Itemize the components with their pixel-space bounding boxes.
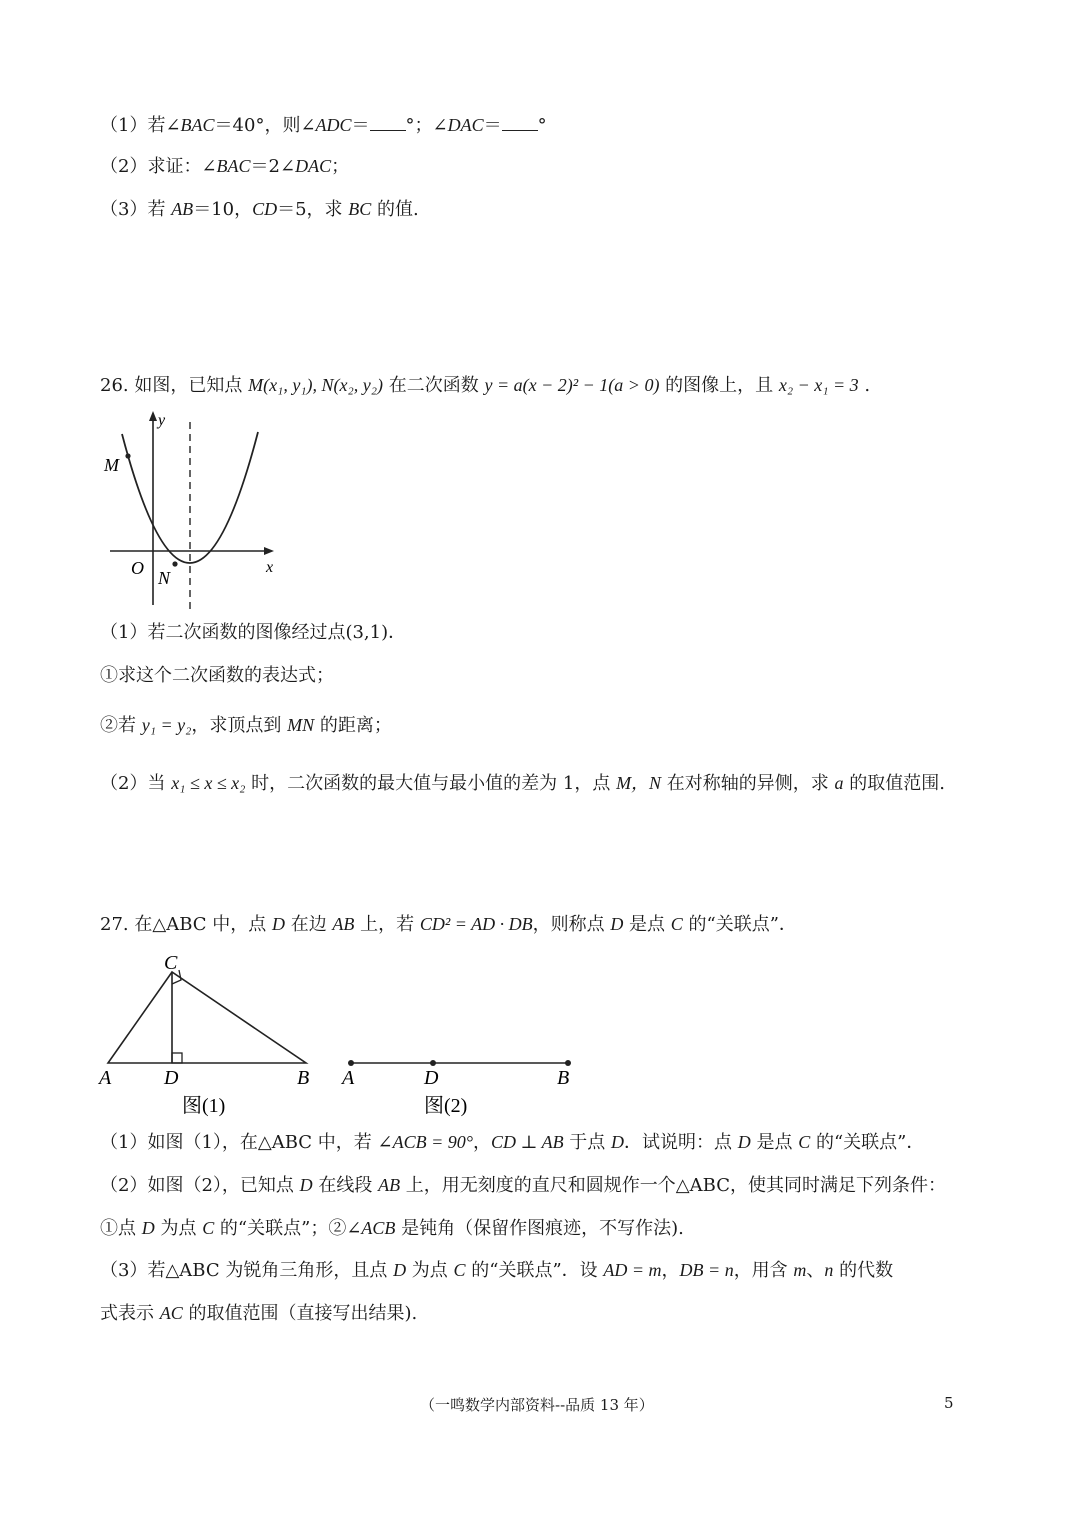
text: 时，二次函数的最大值与最小值的差为 1，点 <box>245 773 617 794</box>
text: 的图像上，且 <box>659 375 779 396</box>
text: 为点 <box>406 1260 454 1281</box>
inequality: x₁ ≤ x ≤ x₂ <box>171 773 246 793</box>
quadratic-function: y = a(x − 2)² − 1(a > 0) <box>484 375 660 395</box>
label-a: A <box>342 1067 355 1089</box>
text: ° <box>537 115 547 136</box>
text: 的“关联点”；②∠ <box>214 1218 362 1239</box>
q27-stem <box>100 911 797 938</box>
y-axis-arrow <box>149 411 157 421</box>
label-m: M <box>104 455 119 475</box>
variable-m: m <box>793 1260 807 1280</box>
equation-y1-y2: y₁ = y₂ <box>141 715 192 735</box>
text: ＝5，求 <box>277 199 349 220</box>
points-mn: M，N <box>616 773 662 793</box>
text: 是钝角（保留作图痕迹，不写作法). <box>395 1218 684 1239</box>
label-y: y <box>158 412 166 429</box>
q27-part3 <box>100 1257 893 1284</box>
q26-part1-ii <box>100 712 392 739</box>
q27-part2 <box>100 1172 946 1199</box>
q25-part2 <box>100 153 349 180</box>
text: 式表示 <box>100 1303 160 1324</box>
point-c: C <box>453 1260 466 1280</box>
text: （1）如图（1），在△ABC 中，若 <box>100 1132 378 1153</box>
text: （1）若∠ <box>100 115 181 136</box>
text: 于点 <box>563 1132 612 1153</box>
segment-figure-2 <box>336 1050 586 1120</box>
text: 上，若 <box>354 914 420 935</box>
text: 的取值范围. <box>843 773 945 794</box>
text: 为点 <box>154 1218 203 1239</box>
text: 的“关联点”． <box>810 1132 925 1153</box>
text: ， <box>661 1260 680 1281</box>
segment-ab: AB <box>332 914 355 934</box>
text: ＝2∠ <box>250 156 296 177</box>
text: ； <box>331 156 350 177</box>
text: ＝ <box>351 115 370 136</box>
segment-mn: MN <box>287 715 315 735</box>
text: 是点 <box>623 914 671 935</box>
angle-acb-90: ∠ACB = 90° <box>377 1132 473 1152</box>
text: ＝ <box>483 115 502 136</box>
text: （2）当 <box>100 773 172 794</box>
text: . <box>858 375 871 396</box>
text: （3）若 <box>100 199 172 220</box>
text: 的距离； <box>314 715 392 736</box>
text: 27. 在△ABC 中，点 <box>100 914 272 935</box>
q26-part1 <box>100 620 406 646</box>
relation: CD² = AD · DB <box>419 914 533 934</box>
text: ．试说明：点 <box>624 1132 738 1153</box>
text: ，则称点 <box>532 914 611 935</box>
point-d: D <box>610 914 624 934</box>
answer-blank-dac[interactable] <box>502 114 538 131</box>
text: 上，用无刻度的直尺和圆规作一个△ABC，使其同时满足下列条件： <box>400 1175 946 1196</box>
point-d: D <box>141 1218 155 1238</box>
label-a: A <box>99 1067 112 1089</box>
text: 的值. <box>371 199 419 220</box>
text: ①求这个二次函数的表达式； <box>100 665 334 686</box>
q26-part2 <box>100 770 945 797</box>
segment-ab: AB <box>378 1175 401 1195</box>
text: ，用含 <box>733 1260 794 1281</box>
label-d: D <box>424 1067 439 1089</box>
text: ， <box>472 1132 491 1153</box>
text: 的取值范围（直接写出结果). <box>182 1303 418 1324</box>
text: ，求顶点到 <box>191 715 288 736</box>
angle-dac: DAC <box>295 156 332 176</box>
point-c: C <box>798 1132 811 1152</box>
label-n: N <box>158 568 171 588</box>
text: 、 <box>806 1260 825 1281</box>
footer-text: （一鸣数学内部资料--品质 13 年） <box>420 1396 654 1414</box>
text: 在二次函数 <box>383 375 485 396</box>
label-o: O <box>131 558 144 578</box>
q25-part1 <box>100 112 547 139</box>
point-d: D <box>299 1175 313 1195</box>
angle-acb: ACB <box>361 1218 396 1238</box>
label-d: D <box>164 1067 179 1089</box>
triangle-abc <box>108 972 306 1063</box>
q27-part3-cont <box>100 1300 417 1327</box>
angle-bac: BAC <box>180 115 215 135</box>
variable-a: a <box>834 773 844 793</box>
point-c: C <box>202 1218 215 1238</box>
caption-fig-1: 图(1) <box>182 1095 226 1117</box>
variable-n: n <box>824 1260 834 1280</box>
parabola-figure <box>96 408 286 613</box>
q26-stem <box>100 372 870 399</box>
point-n <box>172 561 177 566</box>
angle-bac: BAC <box>216 156 251 176</box>
segment-bc: BC <box>348 199 372 219</box>
text: ＝10， <box>193 199 253 220</box>
point-d <box>430 1060 436 1066</box>
q26-part1-i <box>100 663 334 689</box>
text: ②若 <box>100 715 142 736</box>
text: 26. 如图，已知点 <box>100 375 249 396</box>
point-d: D <box>393 1260 407 1280</box>
text: 是点 <box>750 1132 799 1153</box>
label-x: x <box>266 559 274 576</box>
label-c: C <box>164 952 178 974</box>
text: （2）如图（2），已知点 <box>100 1175 300 1196</box>
perpendicular: CD ⊥ AB <box>490 1132 564 1152</box>
db-equals-n: DB = n <box>679 1260 734 1280</box>
segment-ac: AC <box>159 1303 183 1323</box>
ad-equals-m: AD = m <box>603 1260 662 1280</box>
text: （2）求证：∠ <box>100 156 217 177</box>
text: 的“关联点”．设 <box>465 1260 604 1281</box>
angle-adc: ADC <box>315 115 352 135</box>
x-axis-arrow <box>264 547 274 555</box>
point-c: C <box>670 914 683 934</box>
page-number: 5 <box>944 1394 954 1412</box>
text: （1）若二次函数的图像经过点(3,1)． <box>100 622 407 643</box>
q25-part3 <box>100 196 419 223</box>
point-m <box>125 453 130 458</box>
point-b <box>565 1060 571 1066</box>
point-a <box>348 1060 354 1066</box>
point-d: D <box>737 1132 751 1152</box>
text: 在线段 <box>312 1175 379 1196</box>
text: ①点 <box>100 1218 142 1239</box>
text: °；∠ <box>405 115 448 136</box>
segment-ab: AB <box>171 199 194 219</box>
text: 在边 <box>284 914 333 935</box>
label-b: B <box>297 1067 310 1089</box>
point-d: D <box>611 1132 625 1152</box>
text: 的代数 <box>833 1260 894 1281</box>
label-b: B <box>557 1067 570 1089</box>
q27-part2-conditions <box>100 1215 684 1242</box>
segment-cd: CD <box>252 199 278 219</box>
right-angle-mark-d <box>172 1053 182 1063</box>
text: （3）若△ABC 为锐角三角形，且点 <box>100 1260 394 1281</box>
text: 的“关联点”． <box>682 914 797 935</box>
condition: x₂ − x₁ = 3 <box>778 375 859 395</box>
answer-blank-adc[interactable] <box>370 114 406 131</box>
text: ＝40°，则∠ <box>214 115 316 136</box>
caption-fig-2: 图(2) <box>424 1095 468 1117</box>
point-d: D <box>271 914 285 934</box>
points-mn: M(x₁, y₁), N(x₂, y₂) <box>248 375 384 395</box>
triangle-figure-1 <box>96 950 326 1120</box>
angle-dac: DAC <box>447 115 484 135</box>
q27-part1 <box>100 1129 924 1156</box>
text: 在对称轴的异侧，求 <box>661 773 835 794</box>
